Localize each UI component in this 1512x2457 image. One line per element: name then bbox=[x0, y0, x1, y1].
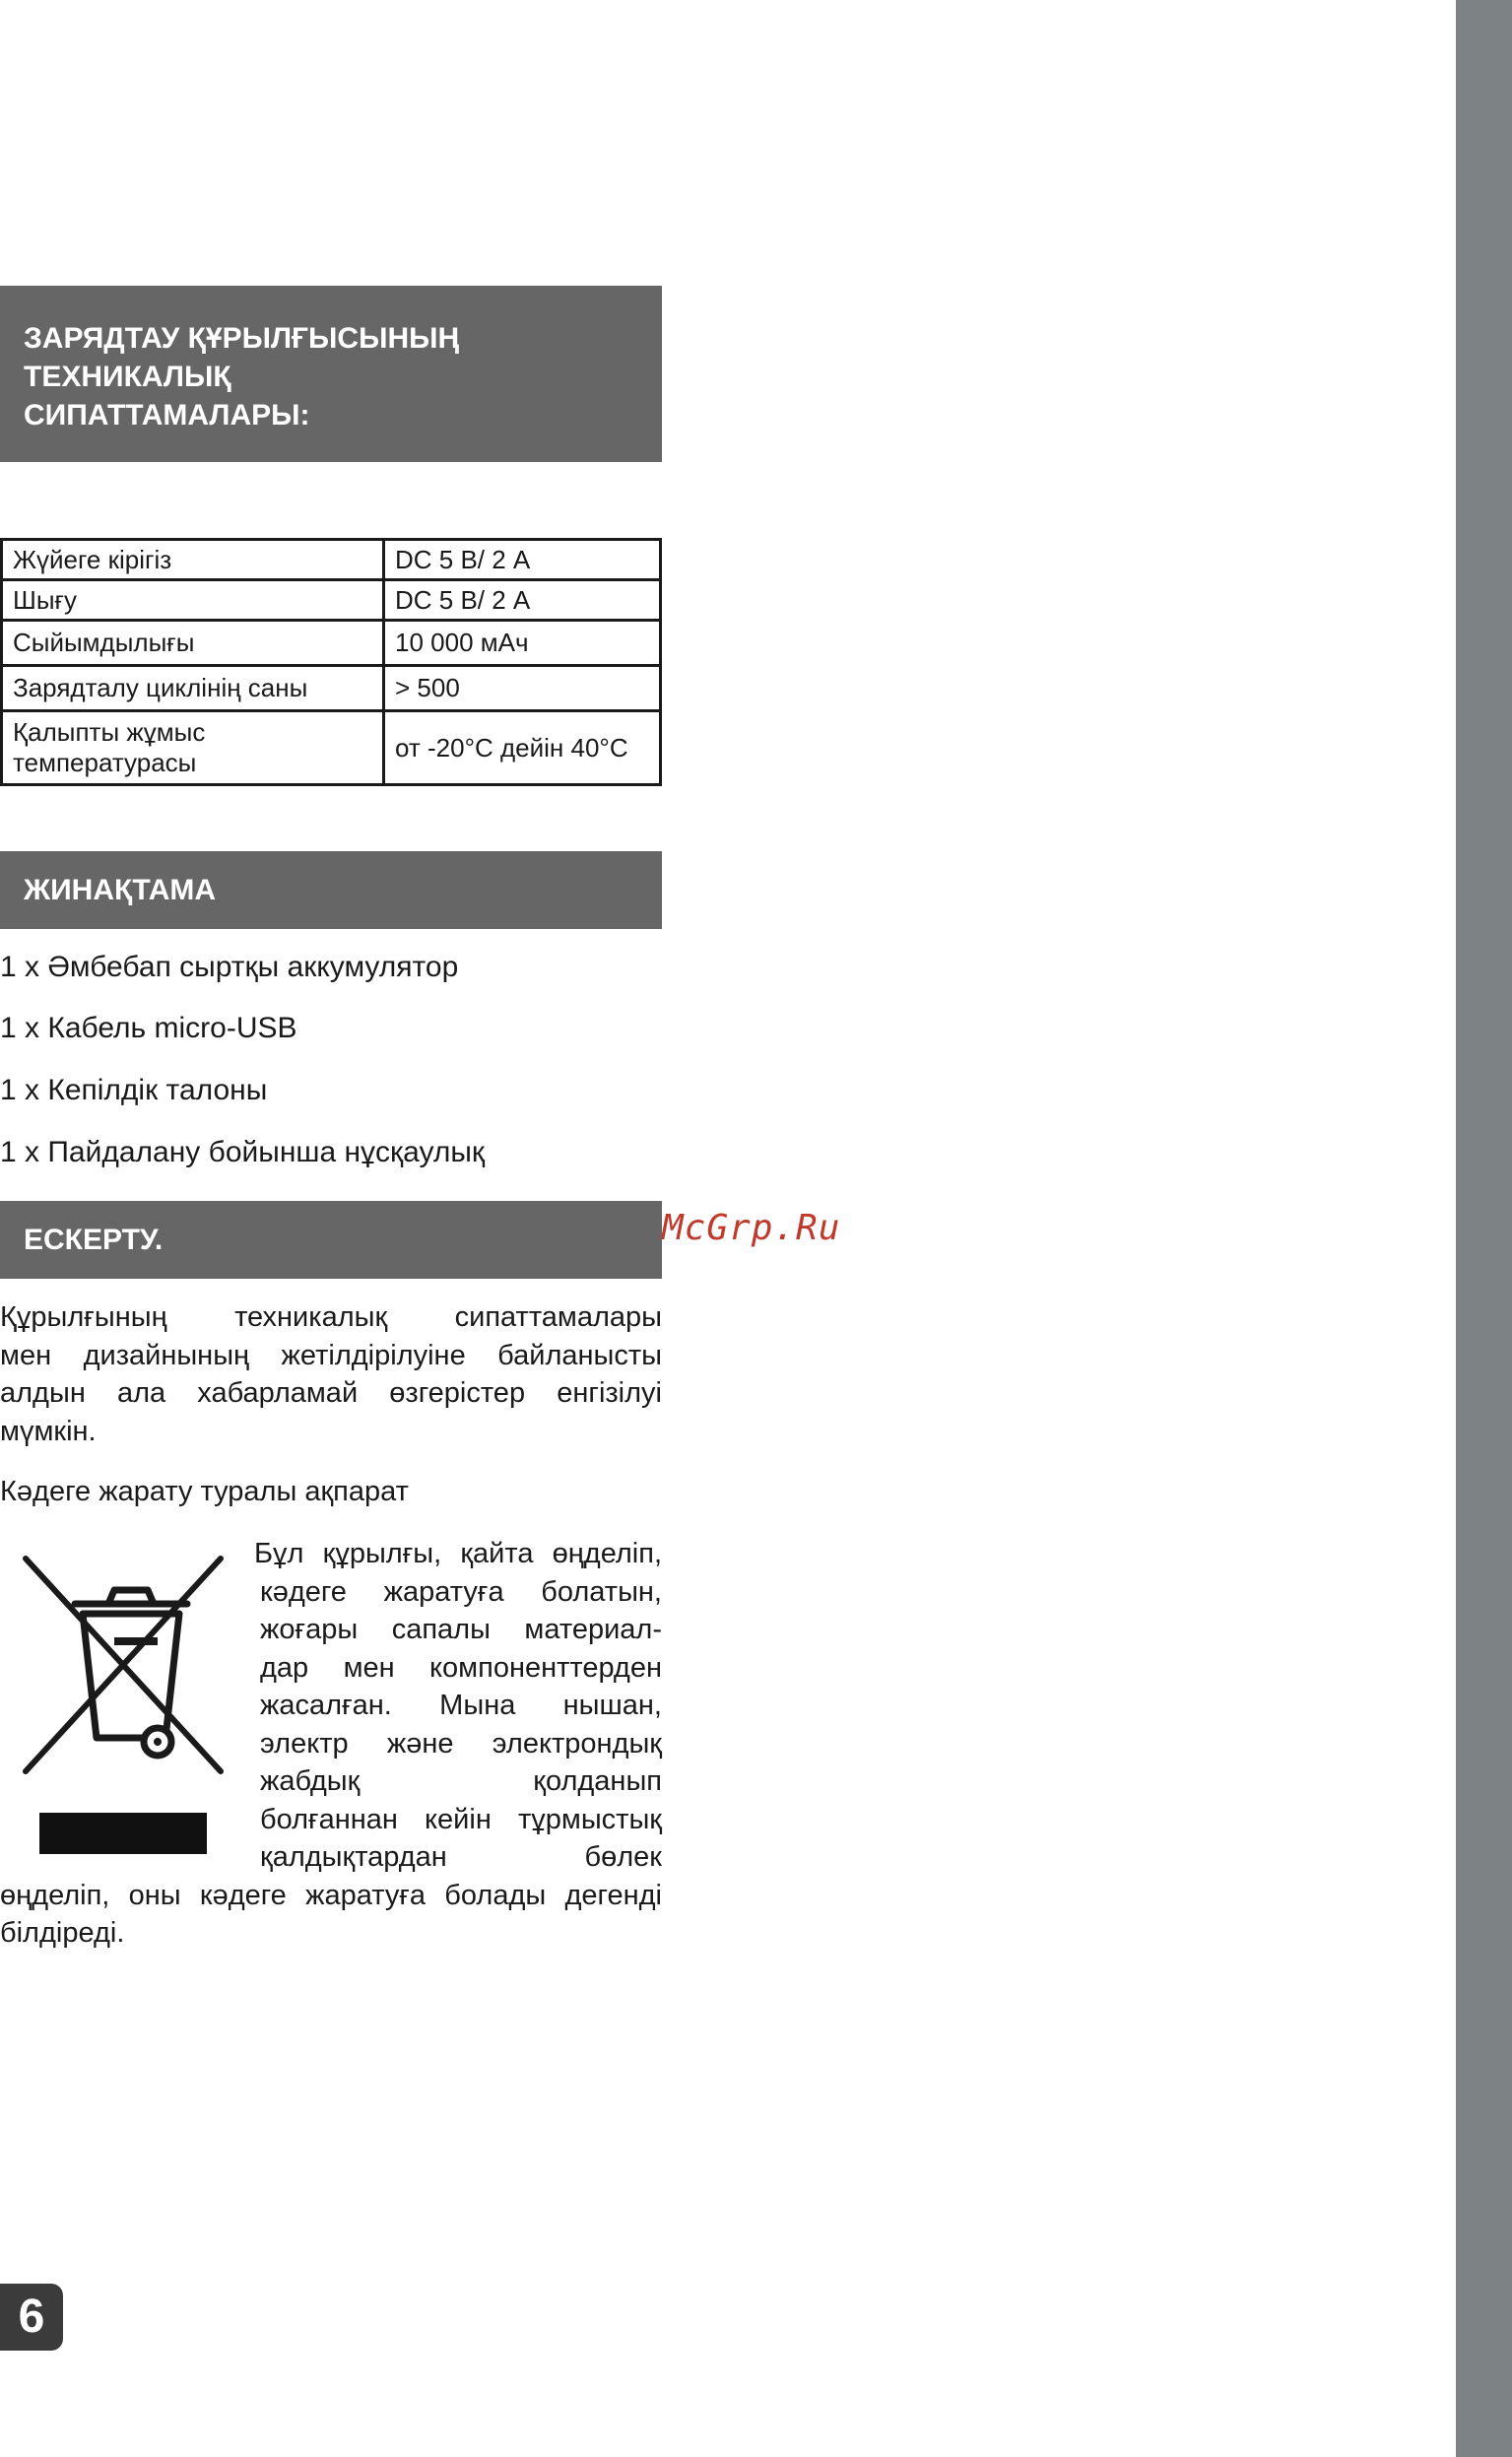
watermark: McGrp.Ru bbox=[662, 1208, 841, 1248]
disposal-line: электр және электрондық bbox=[260, 1727, 662, 1760]
spec-param-line: температурасы bbox=[13, 748, 197, 777]
specs-title-line: СИПАТТАМАЛАРЫ: bbox=[24, 399, 310, 432]
disposal-line: дар мен компоненттерден bbox=[260, 1651, 662, 1684]
note-line: мүмкін. bbox=[0, 1415, 97, 1447]
table-row bbox=[2, 666, 661, 711]
note-line: Құрылғының техникалық сипаттамалары bbox=[0, 1301, 662, 1333]
disposal-line: жоғары сапалы материал- bbox=[260, 1614, 662, 1645]
page-number: 6 bbox=[0, 2284, 63, 2351]
spec-param: Шығу bbox=[2, 580, 384, 621]
spec-param: Сыйымдылығы bbox=[2, 621, 384, 666]
kit-section-title: ЖИНАҚТАМА bbox=[0, 851, 662, 929]
table-row bbox=[2, 580, 661, 621]
specs-title-line: ЗАРЯДТАУ ҚҰРЫЛҒЫСЫНЫҢ bbox=[24, 322, 460, 355]
note-paragraph bbox=[0, 1298, 662, 1450]
disposal-line: болғаннан кейін тұрмыстық bbox=[260, 1803, 662, 1835]
note-line: мен дизайнының жетілдірілуіне байланысты bbox=[0, 1339, 662, 1371]
spec-value: от -20°C дейін 40°C bbox=[384, 711, 661, 785]
table-row bbox=[2, 621, 661, 666]
table-row bbox=[2, 711, 661, 785]
spec-value: DC 5 В/ 2 А bbox=[384, 540, 661, 580]
specs-section-title bbox=[0, 286, 662, 462]
disposal-title: Кәдеге жарату туралы ақпарат bbox=[0, 1476, 409, 1507]
spec-param: Жүйеге кірігіз bbox=[2, 540, 384, 580]
disposal-line: Бұл құрылғы, қайта өңделіп, bbox=[254, 1538, 662, 1569]
kit-item: 1 х Кепілдік талоны bbox=[0, 1074, 268, 1106]
disposal-line: қалдықтардан бөлек bbox=[260, 1841, 662, 1873]
side-band bbox=[1456, 0, 1512, 2457]
specs-title-line: ТЕХНИКАЛЫҚ bbox=[24, 361, 231, 393]
spec-param-line: Қалыпты жұмыс bbox=[13, 717, 206, 747]
kit-item: 1 х Әмбебап сыртқы аккумулятор bbox=[0, 951, 459, 983]
disposal-line: жабдық қолданып bbox=[260, 1765, 662, 1797]
spec-value: > 500 bbox=[384, 666, 661, 711]
kit-item: 1 х Кабель micro-USB bbox=[0, 1012, 297, 1044]
spec-param: Зарядталу циклінің саны bbox=[2, 666, 384, 711]
disposal-line: өңделіп, оны кәдеге жаратуға болады дегенді bbox=[0, 1879, 662, 1911]
table-row bbox=[2, 540, 661, 580]
spec-param bbox=[2, 711, 384, 785]
kit-item: 1 х Пайдалану бойынша нұсқаулық bbox=[0, 1136, 486, 1168]
disposal-line: кәдеге жаратуға болатын, bbox=[260, 1575, 662, 1608]
spec-value: DC 5 В/ 2 А bbox=[384, 580, 661, 621]
specs-table bbox=[0, 538, 662, 786]
spec-value: 10 000 мАч bbox=[384, 621, 661, 666]
disposal-paragraph bbox=[0, 1535, 662, 1953]
note-section-title: ЕСКЕРТУ. bbox=[0, 1201, 662, 1279]
note-line: алдын ала хабарламай өзгерістер енгізілуі bbox=[0, 1377, 662, 1409]
disposal-line: білдіреді. bbox=[0, 1917, 125, 1949]
disposal-line: жасалған. Мына нышан, bbox=[260, 1690, 662, 1721]
